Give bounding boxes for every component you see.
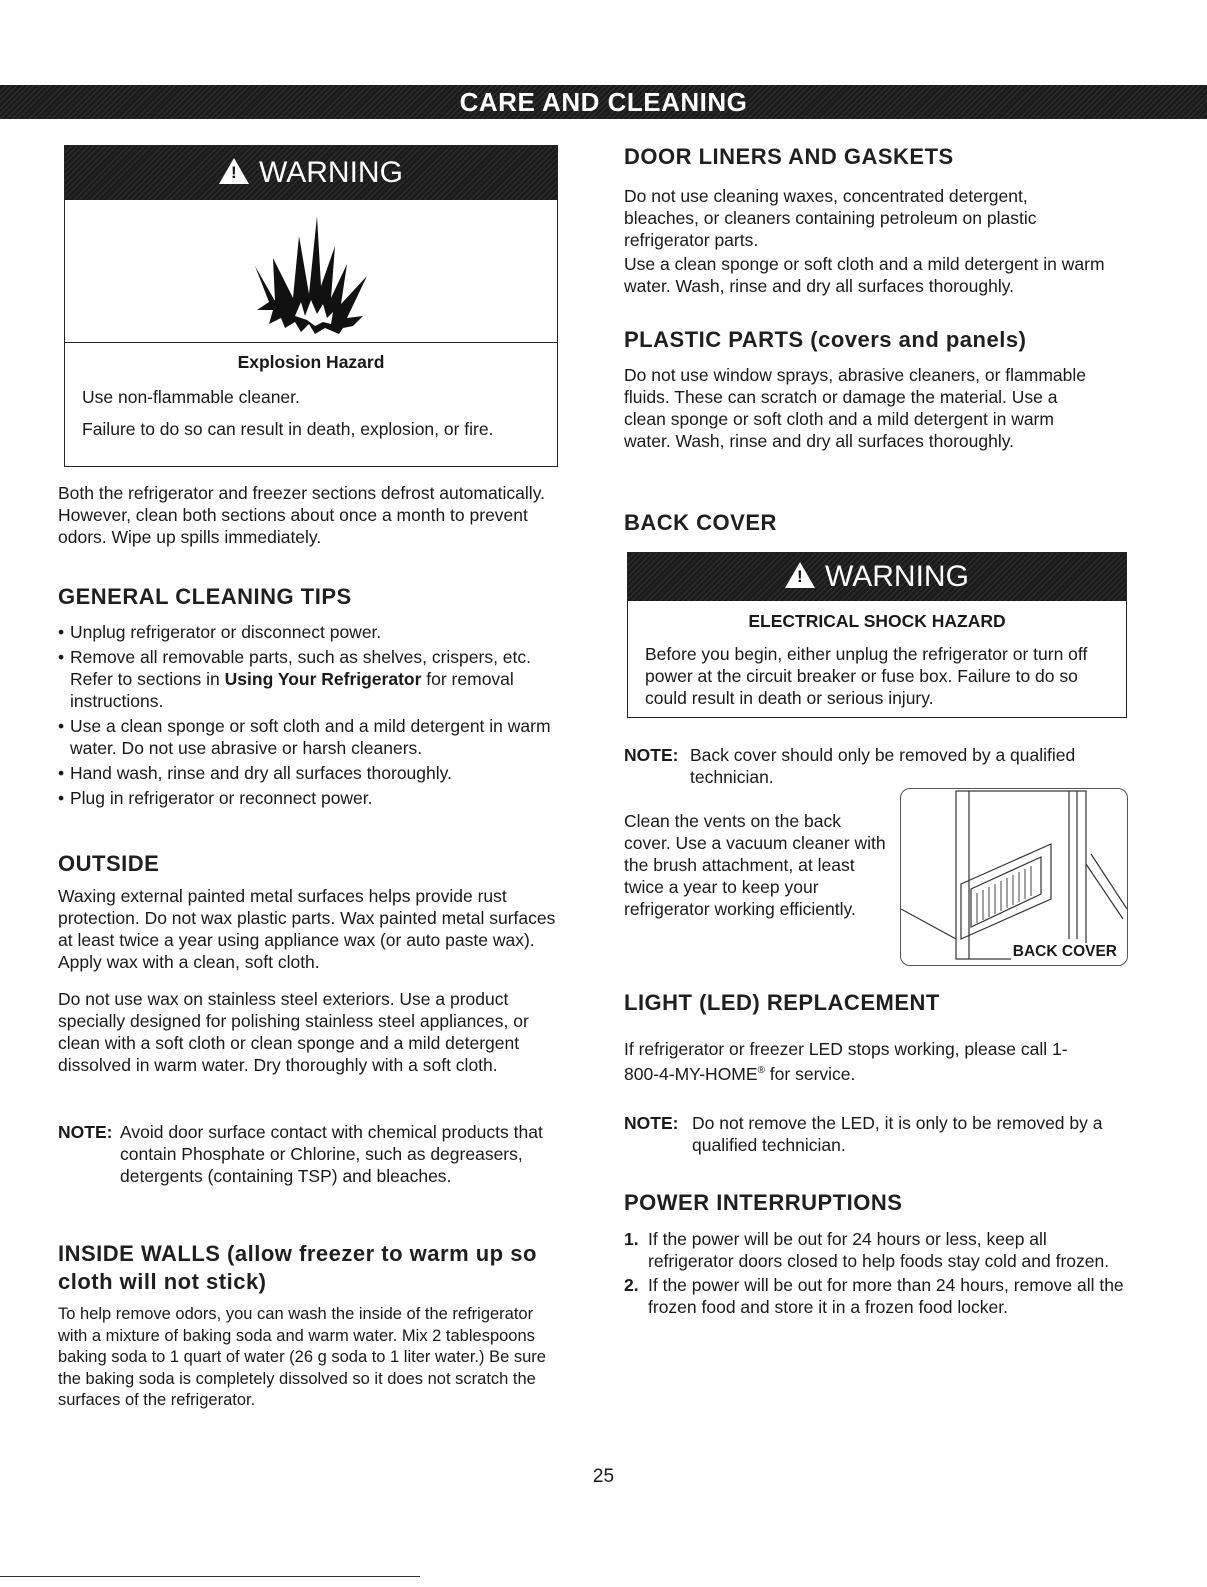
list-item: • Use a clean sponge or soft cloth and a mild detergent in warm water. Do not use abrasive or harsh cleaners.	[58, 715, 558, 759]
note-text: Avoid door surface contact with chemical products that contain Phosphate or Chlorine, such as degreasers, detergents (containing TSP) and bleaches.	[120, 1122, 543, 1186]
footer-rule	[0, 1576, 420, 1577]
warning-triangle-icon: !	[219, 158, 249, 184]
back-cover-heading: BACK COVER	[624, 510, 777, 535]
back-cover-illustration	[900, 788, 1128, 966]
list-item: • Plug in refrigerator or reconnect power.	[58, 787, 558, 809]
list-item: 1. If the power will be out for 24 hours or less, keep all refrigerator doors closed to help foods stay cold and frozen.	[624, 1229, 1110, 1271]
warning-title: WARNING	[259, 156, 403, 189]
warning-header	[628, 553, 1126, 601]
back-cover-paragraph: Clean the vents on the back cover. Use a vacuum cleaner with the brush attachment, at least twice a year to keep your refrigerator working efficiently.	[624, 811, 886, 919]
led-note	[624, 1112, 1124, 1155]
page-number: 25	[592, 1466, 615, 1487]
list-item: • Unplug refrigerator or disconnect power.	[58, 621, 558, 643]
refrigerator-back-drawing	[901, 789, 1128, 966]
warning-line-2: Failure to do so can result in death, explosion, or fire.	[82, 419, 494, 439]
note-label: NOTE:	[624, 1113, 679, 1133]
back-cover-note	[624, 744, 1114, 787]
outside-paragraph-1: Waxing external painted metal surfaces helps provide rust protection. Do not wax plastic parts. Wax painted metal surfaces at least twice a year using appliance wax (or auto paste wax). Apply wax with a clean, soft cloth.	[58, 886, 556, 972]
intro-paragraph: Both the refrigerator and freezer sections defrost automatically. However, clean both sections about once a month to prevent odors. Wipe up spills immediately.	[58, 483, 546, 547]
note-label: NOTE:	[58, 1122, 113, 1142]
led-heading: LIGHT (LED) REPLACEMENT	[624, 990, 940, 1015]
outside-note	[58, 1121, 568, 1186]
power-heading: POWER INTERRUPTIONS	[624, 1190, 903, 1215]
plastic-paragraph: Do not use window sprays, abrasive cleaners, or flammable fluids. These can scratch or damage the material. Use a clean sponge or soft cloth and a mild detergent in warm water. Wash, rinse and dry all surfaces thoroughly.	[624, 365, 1087, 451]
door-heading: DOOR LINERS AND GASKETS	[624, 144, 954, 169]
outside-paragraph-2: Do not use wax on stainless steel exteriors. Use a product specially designed for polishing stainless steel appliances, or clean with a soft cloth or clean sponge and a mild detergent dissolved in warm water. Dry thoroughly with a soft cloth.	[58, 989, 529, 1075]
inside-heading: INSIDE WALLS (allow freezer to warm up so cloth will not stick)	[58, 1241, 537, 1294]
general-tips-list	[58, 621, 558, 812]
list-item: 2. If the power will be out for more than 24 hours, remove all the frozen food and store it in a frozen food locker.	[624, 1275, 1124, 1317]
hazard-title: ELECTRICAL SHOCK HAZARD	[748, 611, 1006, 631]
led-paragraph: If refrigerator or freezer LED stops working, please call 1-800-4-MY-HOME® for service.	[624, 1039, 1068, 1084]
note-text: Back cover should only be removed by a qualified technician.	[690, 745, 1076, 787]
warning-header	[65, 146, 557, 200]
explosion-icon	[235, 206, 395, 346]
door-paragraph-1: Do not use cleaning waxes, concentrated detergent, bleaches, or cleaners containing petroleum on plastic refrigerator parts.	[624, 186, 1037, 250]
warning-divider	[65, 342, 557, 343]
general-heading: GENERAL CLEANING TIPS	[58, 584, 352, 609]
warning-text: Before you begin, either unplug the refrigerator or turn off power at the circuit breaker or fuse box. Failure to do so could result in death or serious injury.	[645, 644, 1088, 708]
outside-heading: OUTSIDE	[58, 851, 160, 876]
warning-title: WARNING	[825, 560, 969, 593]
note-text: Do not remove the LED, it is only to be removed by a qualified technician.	[692, 1113, 1103, 1155]
section-banner: CARE AND CLEANING	[0, 85, 1207, 119]
hazard-title: Explosion Hazard	[237, 352, 385, 372]
plastic-heading: PLASTIC PARTS (covers and panels)	[624, 327, 1027, 352]
explosion-warning-box	[64, 145, 558, 467]
warning-triangle-icon: !	[785, 562, 815, 588]
list-item: • Hand wash, rinse and dry all surfaces thoroughly.	[58, 762, 558, 784]
list-item: • Remove all removable parts, such as shelves, crispers, etc. Refer to sections in Using Your Refrigerator for removal instructions.	[58, 646, 558, 712]
figure-label: BACK COVER	[1012, 943, 1117, 960]
inside-paragraph: To help remove odors, you can wash the inside of the refrigerator with a mixture of baking soda and warm water. Mix 2 tablespoons baking soda to 1 quart of water (26 g soda to 1 liter water.) Be sure the baking soda is completely dissolved so it does not scratch the surfaces of the refrigerator.	[58, 1305, 546, 1409]
door-paragraph-2: Use a clean sponge or soft cloth and a mild detergent in warm water. Wash, rinse and dry all surfaces thoroughly.	[624, 254, 1105, 296]
electrical-warning-box	[627, 552, 1127, 718]
note-label: NOTE:	[624, 745, 679, 765]
warning-line-1: Use non-flammable cleaner.	[82, 387, 300, 407]
power-list	[624, 1228, 1134, 1320]
